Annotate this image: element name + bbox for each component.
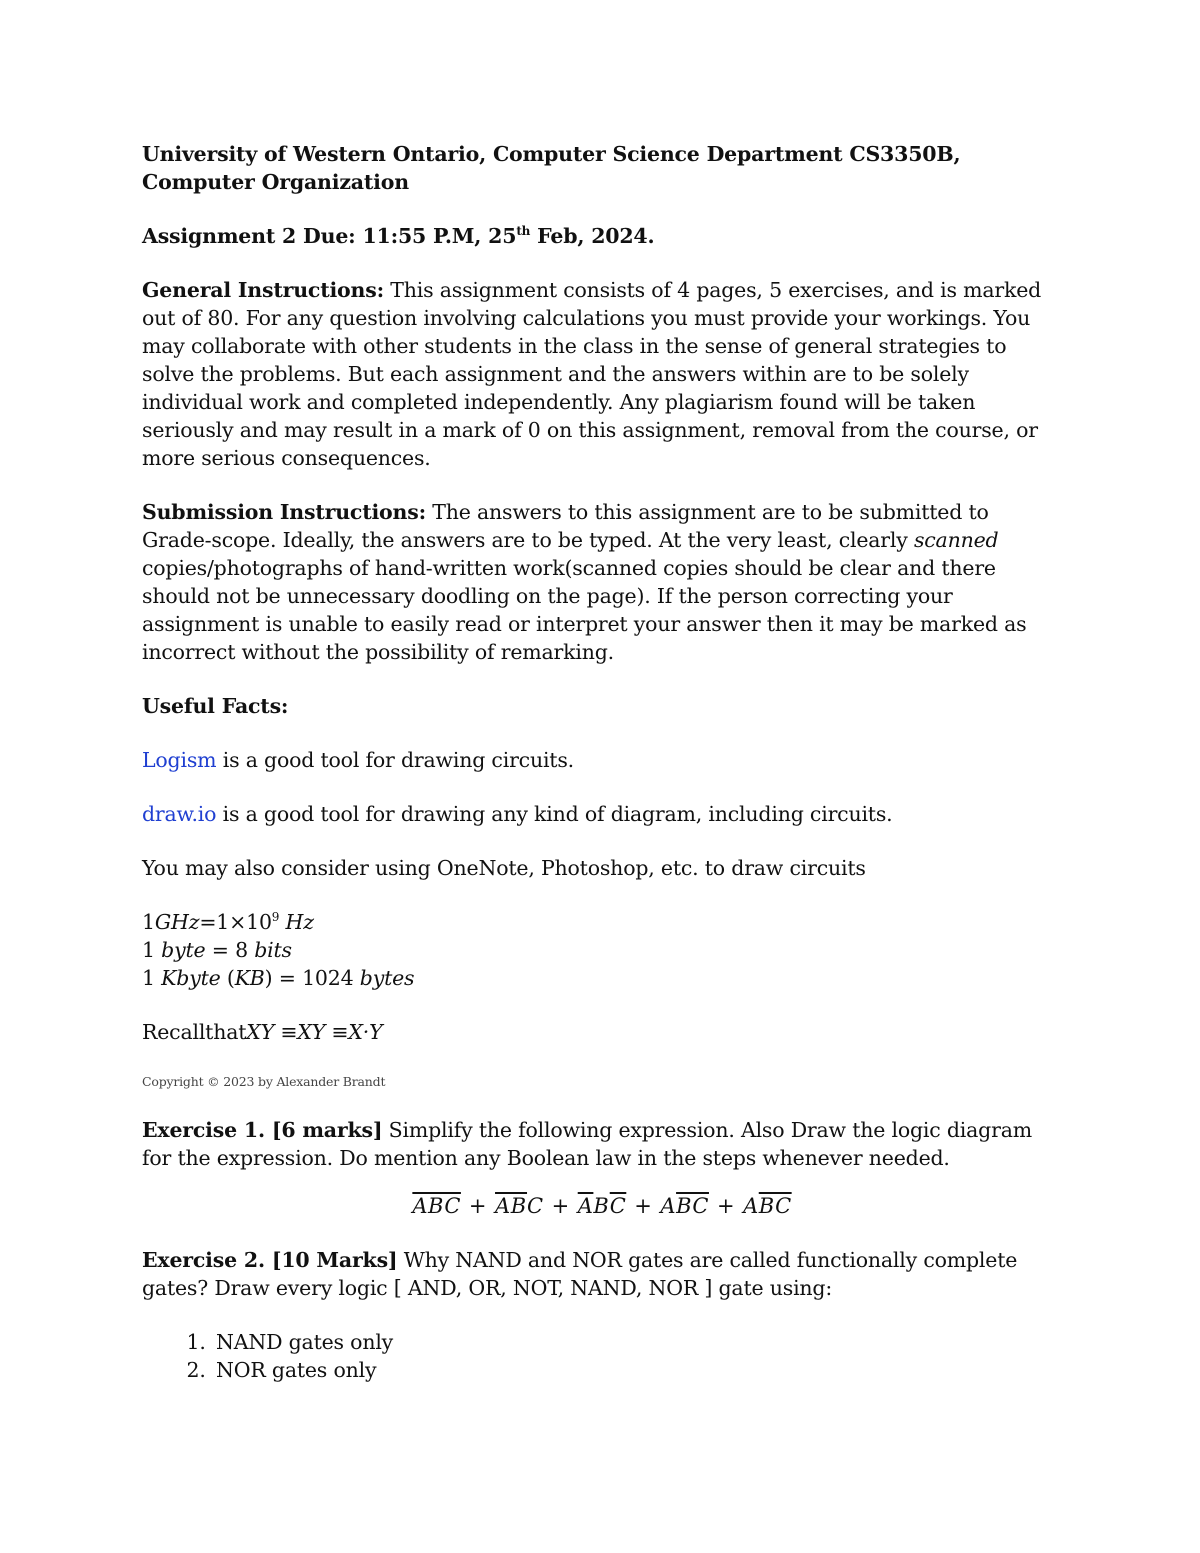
unit-facts [142, 908, 1062, 992]
document-title: University of Western Ontario, Computer Science Department CS3350B, Computer Organization [142, 142, 961, 194]
term-3: $\overline{A}B\overline{C}$ [577, 1194, 627, 1218]
assignment-due: Assignment 2 Due: 11:55 P.M, 25th Feb, 2024. [142, 224, 655, 248]
fact-kbyte: 1 Kbyte (KB) = 1024 bytes [142, 966, 415, 990]
exercise-1-label: Exercise 1. [6 marks] [142, 1118, 383, 1142]
drawio-link[interactable]: draw.io [142, 802, 217, 826]
document-body [142, 140, 1062, 1384]
exercise-2: Exercise 2. [10 Marks] Why NAND and NOR gates are called functionally complete gates? Draw every logic [ AND, OR, NOT, NAND, NOR ] gate using: [142, 1248, 1018, 1300]
useful-facts-heading: Useful Facts: [142, 694, 289, 718]
fact-byte: 1 byte = 8 bits [142, 938, 292, 962]
submission-instructions: Submission Instructions: The answers to this assignment are to be submitted to Grade-scope. Ideally, the answers are to be typed. At the very least, clearly scanned copies/photographs of hand-written work(scanned copies should be clear and there should not be unnecessary doodling on the page). If the person correcting your assignment is unable to easily read or interpret your answer then it may be marked as incorrect without the possibility of remarking. [142, 500, 1027, 664]
fact-recall: RecallthatXY ≡XY ≡X·Y [142, 1020, 383, 1044]
fact-logism: Logism is a good tool for drawing circuits. [142, 748, 574, 772]
boolean-expression: $\overline{ABC} + \overline{AB}C + \overline{A}B\overline{C} + A\overline{BC} + A\overline{BC}$ [412, 1194, 792, 1218]
general-label: General Instructions: [142, 278, 384, 302]
term-5: $A\overline{BC}$ [743, 1194, 792, 1218]
general-instructions: General Instructions: This assignment consists of 4 pages, 5 exercises, and is marked out of 80. For any question involving calculations you must provide your workings. You may collaborate with other students in the class in the sense of general strategies to solve the problems. But each assignment and the answers within are to be solely individual work and completed independently. Any plagiarism found will be taken seriously and may result in a mark of 0 on this assignment, removal from the course, or more serious consequences. [142, 278, 1042, 470]
copyright-notice: Copyright © 2023 by Alexander Brandt [142, 1074, 386, 1089]
submission-label: Submission Instructions: [142, 500, 426, 524]
term-4: $A\overline{BC}$ [660, 1194, 709, 1218]
exercise-1: Exercise 1. [6 marks] Simplify the following expression. Also Draw the logic diagram for the expression. Do mention any Boolean law in the steps whenever needed. [142, 1118, 1032, 1170]
exercise-2-list [142, 1328, 1062, 1384]
list-item: 1. NAND gates only [212, 1328, 1062, 1356]
fact-other-tools: You may also consider using OneNote, Photoshop, etc. to draw circuits [142, 856, 866, 880]
term-1: $\overline{ABC}$ [412, 1194, 461, 1218]
fact-ghz: $1GHz=1\times 10^9$ Hz [142, 910, 314, 934]
list-item: 2. NOR gates only [212, 1356, 1062, 1384]
exercise-2-label: Exercise 2. [10 Marks] [142, 1248, 398, 1272]
term-2: $\overline{AB}C$ [495, 1194, 544, 1218]
fact-drawio: draw.io is a good tool for drawing any kind of diagram, including circuits. [142, 802, 893, 826]
logism-link[interactable]: Logism [142, 748, 217, 772]
